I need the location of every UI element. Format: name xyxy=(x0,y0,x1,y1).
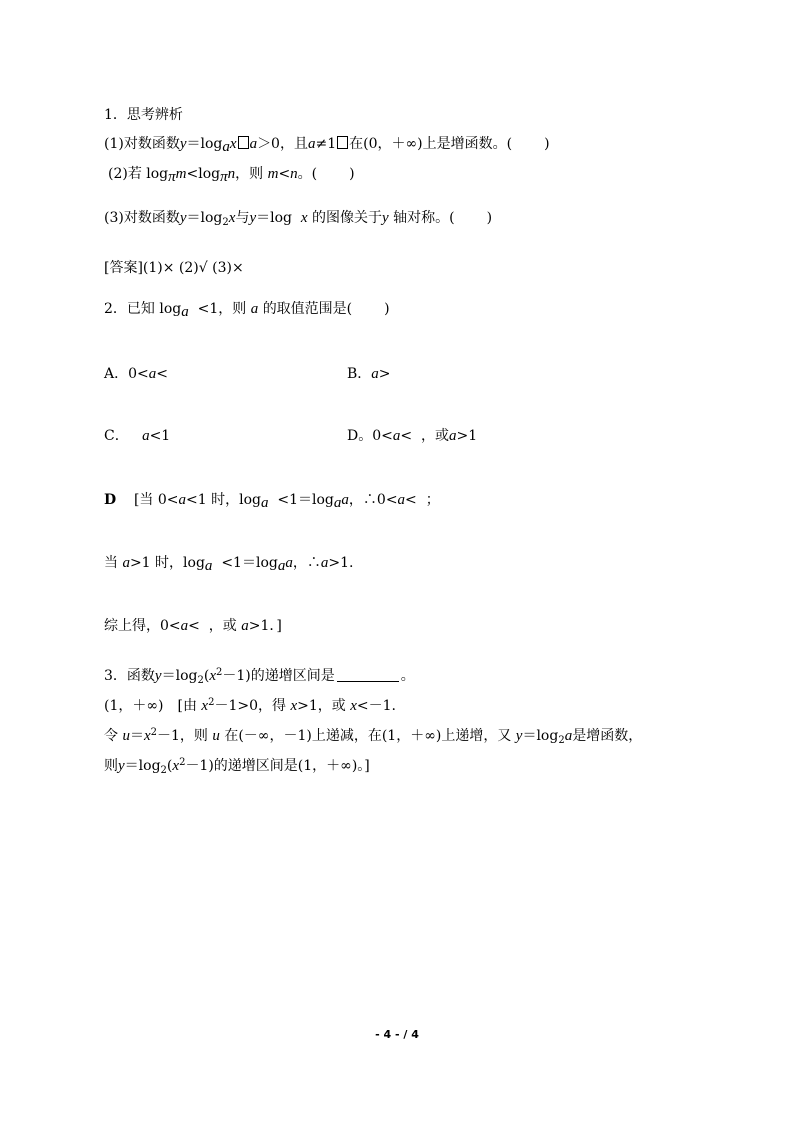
q1-statement-1: (1)对数函数$y=\log_ax$ a＞0，且a≠1 在(0，＋∞)上是增函数。( ) xyxy=(104,136,550,155)
q2-solution-line-3: 综上得，0<a< ，或 a>1．] xyxy=(104,618,282,634)
q3-answer-line-3: 则$y=\log_2(x^2-1)$的递增区间是(1，＋∞)。] xyxy=(104,757,370,776)
missing-glyph-box xyxy=(337,136,348,149)
q2-option-b: B．a> xyxy=(347,366,391,382)
q2-solution-line-2: 当 a>1 时，$\log_a <1=\log_aa$，∴a>1. xyxy=(104,555,354,574)
q2-stem: 2．已知 $\log_a <1$，则 a 的取值范围是( ) xyxy=(104,301,390,320)
page-number: - 4 - / 4 xyxy=(375,1028,419,1041)
q1-statement-2: (2)若 $\log_\pi m<\log_\pi n$，则 m<n。( ) xyxy=(108,166,355,185)
q2-option-d: D。0<a< ，或a>1 xyxy=(347,428,478,444)
q3-answer-line-1: (1，＋∞) [由 $x^2-1>0$，得 x>1，或 x<－1. xyxy=(104,697,396,714)
q2-option-a: A．0<a< xyxy=(104,366,168,382)
q2-option-c: C． a<1 xyxy=(104,428,171,444)
q2-solution-line-1: D [当 0<a<1 时，$\log_a <1=\log_aa$，∴0<a< ； xyxy=(104,492,440,511)
q1-statement-3: (3)对数函数$y=\log_2x$与y＝log x 的图像关于y 轴对称。( ) xyxy=(104,210,493,228)
q3-stem: 3．函数$y=\log_2(x^2-1)$的递增区间是 。 xyxy=(104,667,415,686)
q1-answer: [答案](1)× (2)√ (3)× xyxy=(104,260,244,276)
q1-title: 1．思考辨析 xyxy=(104,107,183,123)
q3-answer-line-2: 令 $u=x^2-1$，则 u 在(－∞，－1)上递减，在(1，＋∞)上递增，又 $y=\log_2a$是增函数， xyxy=(104,727,643,746)
missing-glyph-box xyxy=(238,136,249,149)
answer-blank xyxy=(337,667,399,682)
